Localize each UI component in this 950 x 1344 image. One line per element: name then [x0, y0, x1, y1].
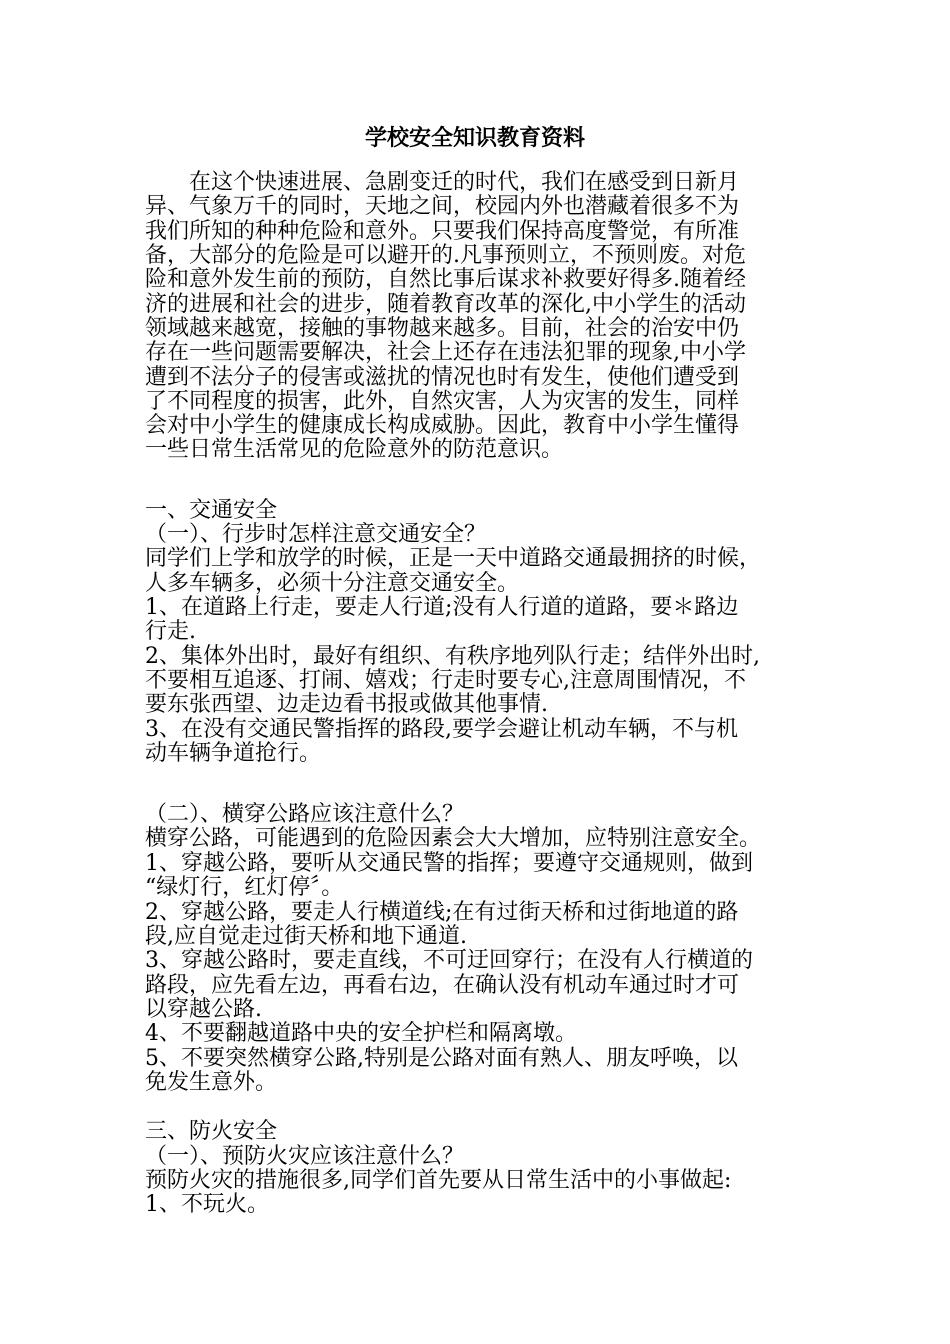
- text-line: 2、穿越公路，要走人行横道线;在有过街天桥和过街地道的路: [145, 900, 739, 925]
- text-line: （一）、预防火灾应该注意什么？: [145, 1144, 465, 1169]
- text-line: 4、不要翻越道路中央的安全护栏和隔离墩。: [145, 1021, 577, 1046]
- text-line: 5、不要突然横穿公路,特别是公路对面有熟人、朋友呼唤，以: [145, 1046, 738, 1071]
- text-line: 存在一些问题需要解决，社会上还存在违法犯罪的现象,中小学: [145, 340, 746, 365]
- text-line: 会对中小学生的健康成长构成威胁。因此，教育中小学生懂得: [145, 413, 740, 438]
- text-line: 备，大部分的危险是可以避开的.凡事预则立，不预则废。对危: [145, 243, 746, 268]
- document-title: 学校安全知识教育资料: [364, 125, 585, 151]
- text-line: 一、交通安全: [145, 498, 278, 523]
- text-line: 以穿越公路.: [145, 997, 262, 1022]
- text-line: 段,应自觉走过街天桥和地下通道.: [145, 924, 467, 949]
- text-line: 了不同程度的损害，此外，自然灾害，人为灾害的发生，同样: [145, 389, 740, 414]
- text-line: 路段，应先看左边，再看右边，在确认没有机动车通过时才可: [145, 973, 740, 998]
- text-line: 遭到不法分子的侵害或滋扰的情况也时有发生，使他们遭受到: [145, 365, 740, 390]
- text-line: 1、穿越公路，要听从交通民警的指挥；要遵守交通规则，做到: [145, 851, 753, 876]
- text-line: 3、穿越公路时，要走直线，不可迂回穿行；在没有人行横道的: [145, 948, 753, 973]
- text-line: 1、在道路上行走，要走人行道;没有人行道的道路，要＊路边: [145, 595, 739, 620]
- text-line: 3、在没有交通民警指挥的路段,要学会避让机动车辆，不与机: [145, 717, 738, 742]
- text-line: 领域越来越宽，接触的事物越来越多。目前，社会的治安中仍: [145, 316, 740, 341]
- text-line: 不要相互追逐、打闹、嬉戏；行走时要专心,注意周围情况，不: [145, 668, 746, 693]
- text-line: 动车辆争道抢行。: [145, 741, 322, 766]
- text-line: 人多车辆多，必须十分注意交通安全。: [145, 571, 520, 596]
- text-line: 我们所知的种种危险和意外。只要我们保持高度警觉，有所准: [145, 219, 740, 244]
- text-line: 免发生意外。: [145, 1070, 278, 1095]
- text-line: 预防火灾的措施很多,同学们首先要从日常生活中的小事做起:: [145, 1168, 732, 1193]
- text-line: 2、集体外出时，最好有组织、有秩序地列队行走；结伴外出时,: [145, 644, 760, 669]
- text-line: 三、防火安全: [145, 1119, 278, 1144]
- text-line: 异、气象万千的同时，天地之间，校园内外也潜藏着很多不为: [145, 194, 740, 219]
- text-line: 横穿公路，可能遇到的危险因素会大大增加，应特别注意安全。: [145, 826, 762, 851]
- text-line: 同学们上学和放学的时候，正是一天中道路交通最拥挤的时候，: [145, 546, 762, 571]
- text-line: （一）、行步时怎样注意交通安全？: [145, 522, 487, 547]
- text-line: 险和意外发生前的预防，自然比事后谋求补救要好得多.随着经: [145, 267, 746, 292]
- text-line: 行走.: [145, 619, 196, 644]
- text-line: （二）、横穿公路应该注意什么？: [145, 802, 465, 827]
- text-line: 济的进展和社会的进步，随着教育改革的深化,中小学生的活动: [145, 292, 746, 317]
- text-line: 一些日常生活常见的危险意外的防范意识。: [145, 437, 564, 462]
- text-line: 要东张西望、边走边看书报或做其他事情.: [145, 692, 548, 717]
- text-line: 在这个快速进展、急剧变迁的时代，我们在感受到日新月: [145, 170, 740, 195]
- text-line: “绿灯行，红灯停〞。: [145, 875, 344, 900]
- text-line: 1、不玩火。: [145, 1192, 269, 1217]
